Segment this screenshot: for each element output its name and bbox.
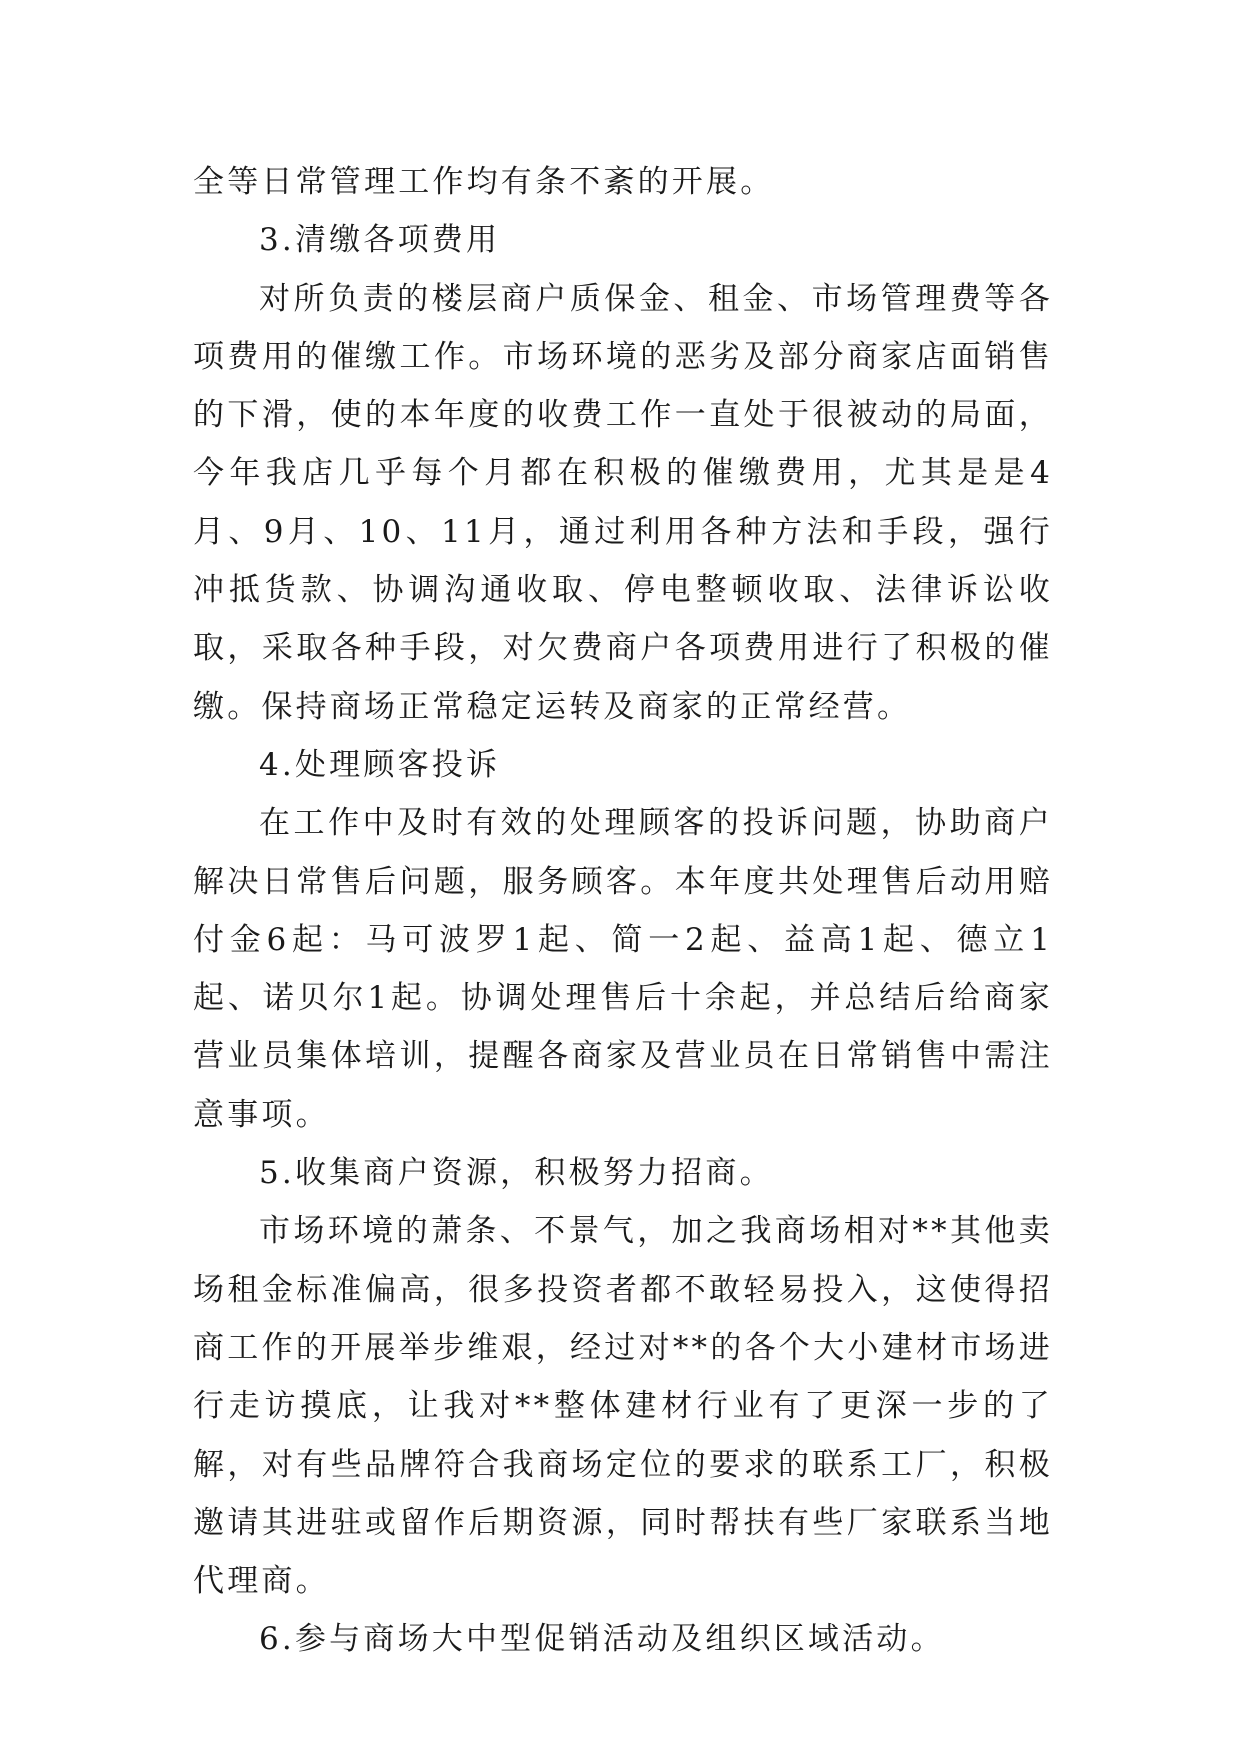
section-heading-4: 4.处理顾客投诉: [259, 746, 501, 783]
paragraph-fee-collection: 对所负责的楼层商户质保金、租金、市场管理费等各项费用的催缴工作。市场环境的恶劣及部分商家店面销售的下滑，使的本年度的收费工作一直处于很被动的局面，今年我店几乎每个月都在积极的催缴费用，尤其是是4月、9月、10、11月，通过利用各种方法和手段，强行冲抵货款、协调沟通收取、停电整顿收取、法律诉讼收取，采取各种手段，对欠费商户各项费用进行了积极的催缴。保持商场正常稳定运转及商家的正常经营。: [193, 280, 1053, 725]
section-heading-3: 3.清缴各项费用: [259, 222, 501, 259]
section-heading-6: 6.参与商场大中型促销活动及组织区域活动。: [259, 1621, 945, 1658]
paragraph-continuation: 全等日常管理工作均有条不紊的开展。: [193, 164, 775, 200]
section-heading-5: 5.收集商户资源，积极努力招商。: [259, 1155, 774, 1192]
paragraph-merchant-resources: 市场环境的萧条、不景气，加之我商场相对**其他卖场租金标准偏高，很多投资者都不敢轻易投入，这使得招商工作的开展举步维艰，经过对**的各个大小建材市场进行走访摸底，让我对**整体建材行业有了更深一步的了解，对有些品牌符合我商场定位的要求的联系工厂，积极邀请其进驻或留作后期资源，同时帮扶有些厂家联系当地代理商。: [193, 1213, 1053, 1600]
document-body: [193, 153, 1053, 1669]
paragraph-customer-complaints: 在工作中及时有效的处理顾客的投诉问题，协助商户解决日常售后问题，服务顾客。本年度共处理售后动用赔付金6起：马可波罗1起、简一2起、益高1起、德立1起、诺贝尔1起。协调处理售后十余起，并总结后给商家营业员集体培训，提醒各商家及营业员在日常销售中需注意事项。: [193, 805, 1053, 1133]
